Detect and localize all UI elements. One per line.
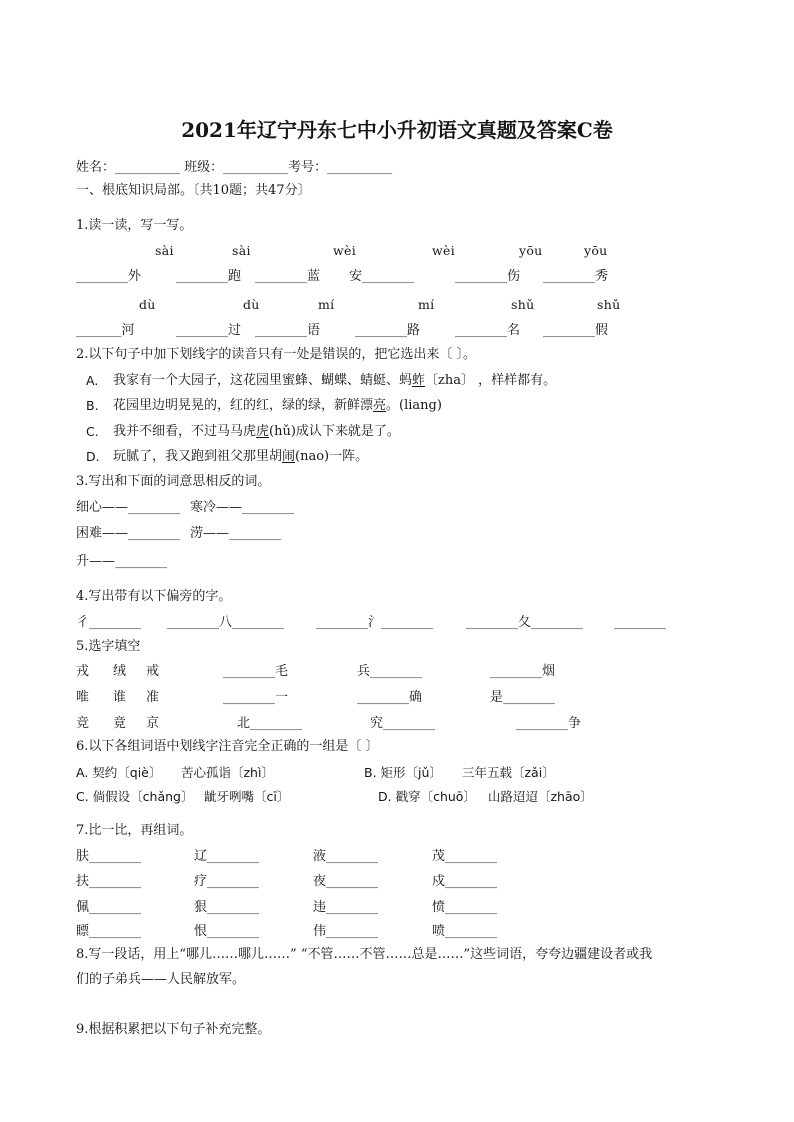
q7-cell: 茂________ <box>432 849 498 864</box>
q1-blank-word: ________跑 <box>176 269 242 284</box>
q5-blank: ________确 <box>357 690 423 705</box>
q5-char: 谁 <box>113 690 127 705</box>
q1-blank-word: ________假 <box>543 323 609 338</box>
q7-prompt: 7.比一比，再组词。 <box>76 823 193 838</box>
q5-blank: ________烟 <box>490 664 556 679</box>
underlined-char: 蚱 <box>412 373 426 388</box>
q1-blank-word: ________名 <box>455 323 521 338</box>
q1-pinyin: mí <box>418 297 435 312</box>
underlined-char: 闹 <box>282 449 296 464</box>
q5-blank: ________争 <box>516 716 582 731</box>
q1-pinyin: mí <box>318 297 335 312</box>
q9-prompt: 9.根据积累把以下句子补充完整。 <box>76 1022 271 1037</box>
q7-cell: 肤________ <box>76 849 142 864</box>
q6-prompt: 6.以下各组词语中划线字注音完全正确的一组是〔 〕 <box>76 739 379 754</box>
q4-item: ________ <box>614 615 666 630</box>
q5-char: 京 <box>146 716 160 731</box>
underlined-char: 亮 <box>373 398 387 413</box>
option-text: 〔zha〕 ，样样都有。 <box>425 373 557 388</box>
q7-cell: 佩________ <box>76 900 142 915</box>
q1-prompt: 1.读一读，写一写。 <box>76 218 193 233</box>
q5-blank: 北________ <box>237 716 303 731</box>
section-heading: 一、根底知识局部。〔共10题；共47分〕 <box>76 183 311 198</box>
q1-pinyin: sài <box>232 243 251 258</box>
option-text: 我并不细看，不过马马虎 <box>113 424 257 439</box>
q1-pinyin: sài <box>155 243 174 258</box>
q7-cell: 狠________ <box>194 900 260 915</box>
q5-char: 竟 <box>113 716 127 731</box>
q3-item: 细心——________ <box>76 500 181 515</box>
q2-option-d <box>113 448 368 466</box>
q4-item: ________氵________ <box>316 615 434 630</box>
q2-option-label: B. <box>86 398 99 413</box>
q6-option-d-word2: 山路迢迢〔zhāo〕 <box>488 789 593 804</box>
q6-option-b-word2: 三年五载〔zǎi〕 <box>462 765 555 780</box>
q7-cell: 愤________ <box>432 900 498 915</box>
q2-option-label: C. <box>86 424 99 439</box>
q1-blank-word: ________秀 <box>543 269 609 284</box>
q3-item: 涝——________ <box>190 526 282 541</box>
option-text: 。(liang) <box>386 398 442 413</box>
q5-char: 戒 <box>146 664 160 679</box>
q5-char: 绒 <box>113 664 127 679</box>
q1-pinyin: shǔ <box>597 297 621 312</box>
q1-blank-word: ________语 <box>255 323 321 338</box>
q6-option-a-word2: 苦心孤诣〔zhì〕 <box>181 765 274 780</box>
q2-option-c <box>113 423 400 441</box>
q2-option-label: D. <box>86 449 100 464</box>
q6-option-b-word1: B. 矩形〔jǔ〕 <box>364 765 442 780</box>
q1-pinyin: shǔ <box>511 297 535 312</box>
q1-blank-word: ________伤 <box>455 269 521 284</box>
q5-char: 准 <box>146 690 160 705</box>
q1-blank-word: 安________ <box>349 269 415 284</box>
q1-blank-word: ________蓝 <box>255 269 321 284</box>
page-title: 2021年辽宁丹东七中小升初语文真题及答案C卷 <box>181 118 613 142</box>
q4-item: ________夂________ <box>466 615 584 630</box>
q7-cell: 液________ <box>313 849 379 864</box>
q5-prompt: 5.选字填空 <box>76 639 141 654</box>
q3-item: 寒冷——________ <box>190 500 295 515</box>
q3-item: 升——________ <box>76 554 168 569</box>
q7-cell: 戍________ <box>432 874 498 889</box>
q1-pinyin: dù <box>139 297 156 312</box>
q4-prompt: 4.写出带有以下偏旁的字。 <box>76 589 232 604</box>
q7-cell: 瞟________ <box>76 924 142 939</box>
q5-blank: 究________ <box>370 716 436 731</box>
option-text: 我家有一个大园子，这花园里蜜蜂、蝴蝶、蜻蜓、蚂 <box>113 373 413 388</box>
q1-pinyin: dù <box>243 297 260 312</box>
q1-blank-word: _______河 <box>76 323 135 338</box>
q8-prompt-line1: 8.写一段话，用上“哪儿……哪儿……” “不管……不管……总是……”这些词语，夸夸边疆建设者或我 <box>76 947 653 962</box>
q7-cell: 夜________ <box>313 874 379 889</box>
q7-cell: 喷________ <box>432 924 498 939</box>
option-text: (nao)一阵。 <box>295 449 369 464</box>
q8-prompt-line2: 们的子弟兵——人民解放军。 <box>76 972 246 987</box>
option-text: 玩腻了，我又跑到祖父那里胡 <box>113 449 283 464</box>
q2-option-b <box>113 397 442 415</box>
q5-blank: ________一 <box>223 690 289 705</box>
q5-blank: 是________ <box>490 690 556 705</box>
q5-char: 竞 <box>76 716 90 731</box>
q2-option-a <box>113 372 556 390</box>
q1-blank-word: ________路 <box>355 323 421 338</box>
q7-cell: 恨________ <box>194 924 260 939</box>
q4-item: ________八________ <box>167 615 285 630</box>
q5-blank: 兵________ <box>357 664 423 679</box>
q1-pinyin: wèi <box>432 243 455 258</box>
q1-blank-word: ________过 <box>176 323 242 338</box>
q6-option-c-word2: 龇牙咧嘴〔cī〕 <box>204 789 290 804</box>
q7-cell: 违________ <box>313 900 379 915</box>
q7-cell: 伟________ <box>313 924 379 939</box>
q2-prompt: 2.以下句子中加下划线字的读音只有一处是错误的，把它选出来〔 〕。 <box>76 347 477 362</box>
student-info-fields: 姓名：__________ 班级：__________考号：__________ <box>76 160 393 175</box>
q4-item: 彳________ <box>76 615 142 630</box>
q1-pinyin: wèi <box>333 243 356 258</box>
q1-pinyin: yōu <box>584 243 608 258</box>
q1-pinyin: yōu <box>519 243 543 258</box>
q7-cell: 疗________ <box>194 874 260 889</box>
q5-char: 唯 <box>76 690 90 705</box>
q2-option-label: A. <box>86 373 99 388</box>
option-text: 花园里边明晃晃的，红的红，绿的绿，新鲜漂 <box>113 398 374 413</box>
q5-blank: ________毛 <box>223 664 289 679</box>
q3-item: 困难——________ <box>76 526 181 541</box>
q1-blank-word: ________外 <box>76 269 142 284</box>
option-text: (hǔ)成认下来就是了。 <box>269 424 400 439</box>
q6-option-a-word1: A. 契约〔qiè〕 <box>76 765 162 780</box>
q3-prompt: 3.写出和下面的词意思相反的词。 <box>76 474 271 489</box>
q6-option-d-word1: D. 戳穿〔chuō〕 <box>378 789 476 804</box>
underlined-char: 虎 <box>256 424 270 439</box>
q6-option-c-word1: C. 倘假设〔chǎng〕 <box>76 789 194 804</box>
q7-cell: 辽________ <box>194 849 260 864</box>
q5-char: 戎 <box>76 664 90 679</box>
q7-cell: 扶________ <box>76 874 142 889</box>
